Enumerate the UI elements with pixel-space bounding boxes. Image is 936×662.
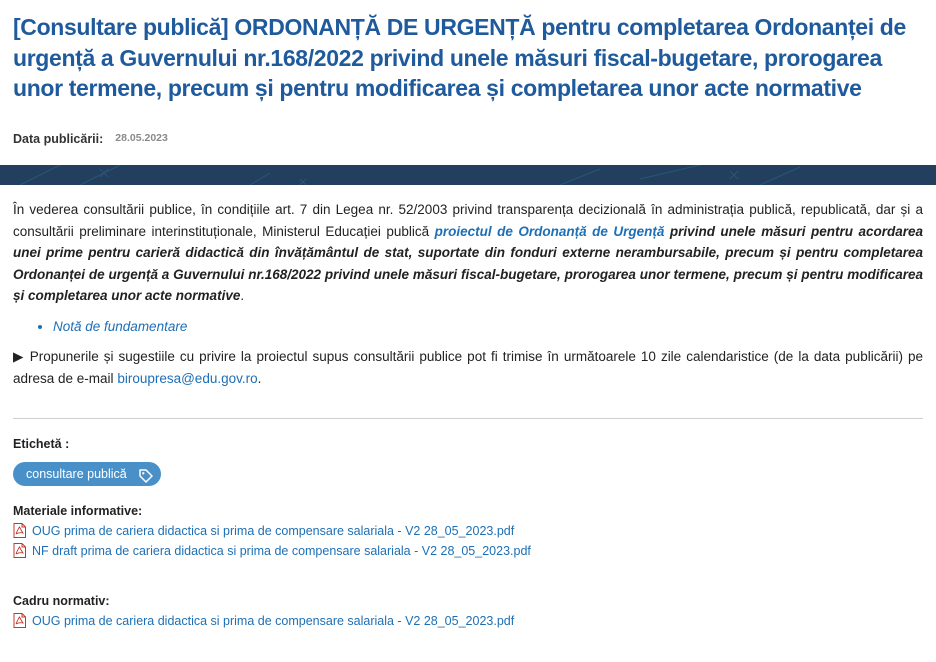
normative-label: Cadru normativ: [13, 594, 110, 608]
email-link[interactable]: biroupresa@edu.gov.ro [117, 370, 258, 386]
publication-date-value: 28.05.2023 [115, 132, 168, 144]
documents-list [13, 316, 923, 338]
file-name: NF draft prima de cariera didactica si prima de compensare salariala - V2 28_05_2023.pdf [32, 543, 531, 558]
intro-paragraph [13, 199, 923, 307]
proposals-paragraph [13, 346, 923, 389]
proposals-end: . [257, 370, 262, 386]
tag-icon [139, 467, 153, 491]
materials-file-1[interactable] [13, 523, 514, 538]
intro-text: În vederea consultării publice, în condițiile art. 7 din Legea nr. 52/2003 privind transparența decizională în administrația publică, republicată, dar și a consultării preliminare interinstituționale, Ministerul Educației publică [13, 202, 923, 239]
pdf-icon [13, 543, 26, 558]
publication-date-row [13, 132, 168, 146]
proposals-text: ▶ Propunerile și sugestiile cu privire la proiectul supus consultării publice pot fi trimise în următoarele 10 zile calendaristice (de la data publicării) pe adresa de e-mail [13, 349, 923, 386]
publication-date-label: Data publicării: [13, 132, 104, 146]
file-name: OUG prima de cariera didactica si prima de compensare salariala - V2 28_05_2023.pdf [32, 613, 515, 628]
tag-label: consultare publică [26, 467, 127, 481]
materials-label: Materiale informative: [13, 504, 143, 518]
normative-file-1[interactable] [13, 613, 514, 628]
list-item [53, 316, 923, 338]
notes-link[interactable]: Notă de fundamentare [53, 318, 188, 334]
project-description: privind unele măsuri pentru acordarea unei prime pentru carieră didactică din învățământul de stat, suportate din fonduri externe nerambursabile, precum și pentru completarea Ordonanței de urgență a Guvernului nr.168/2022 privind unele măsuri fiscal-bugetare, prorogarea unor termene, precum și pentru modificarea și completarea unor acte normative [13, 223, 923, 303]
file-name: OUG prima de cariera didactica si prima de compensare salariala - V2 28_05_2023.pdf [32, 523, 515, 538]
decorative-banner [0, 165, 936, 185]
tags-label: Etichetă : [13, 437, 70, 451]
tag-consultare-publica[interactable] [13, 462, 161, 486]
materials-file-2[interactable] [13, 543, 531, 558]
intro-end: . [240, 288, 245, 303]
pdf-icon [13, 523, 26, 538]
pdf-icon [13, 613, 26, 628]
divider [13, 418, 923, 419]
project-link[interactable]: proiectul de Ordonanță de Urgență [434, 223, 665, 239]
main-content [13, 199, 923, 389]
page-title: [Consultare publică] ORDONANȚĂ DE URGENȚĂ pentru completarea Ordonanței de urgență a Guvernului nr.168/2022 privind unele măsuri fiscal-bugetare, prorogarea unor termene, precum și pentru modificarea și completarea unor acte normative [13, 14, 906, 101]
